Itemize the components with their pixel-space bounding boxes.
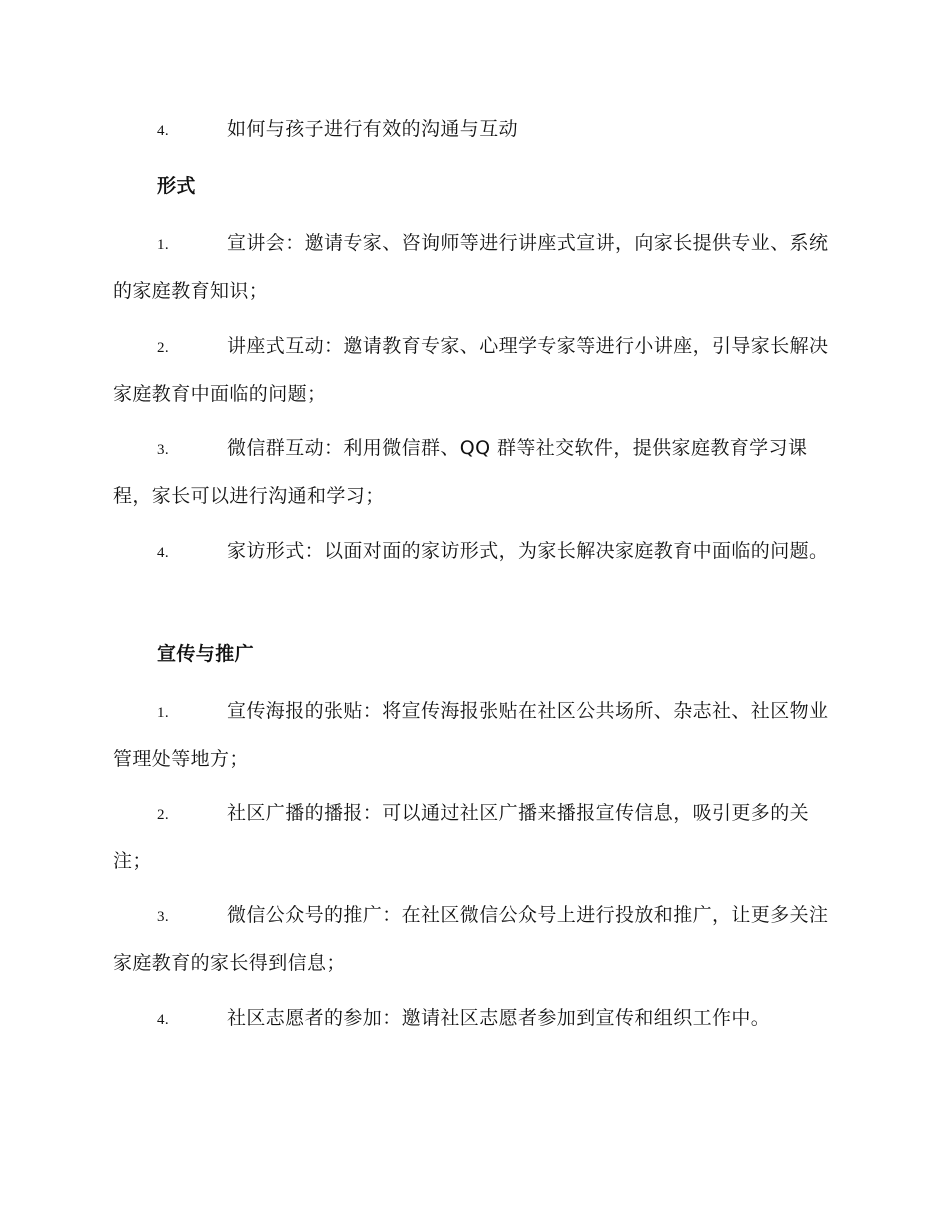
- list-number: 2.: [157, 807, 170, 823]
- list-text: 家访形式：以面对面的家访形式，为家长解决家庭教育中面临的问题。: [227, 540, 829, 562]
- list-text: 微信公众号的推广：在社区微信公众号上进行投放和推广，让更多关注家庭教育的家长得到信息；: [113, 904, 829, 974]
- list-text: 社区广播的播报：可以通过社区广播来播报宣传信息，吸引更多的关注；: [113, 802, 810, 872]
- list-number: 4.: [157, 1012, 170, 1028]
- list-number: 1.: [157, 237, 170, 253]
- list-item: [113, 688, 835, 782]
- list-item: [113, 892, 835, 986]
- list-item: [113, 528, 835, 576]
- list-number: 1.: [157, 705, 170, 721]
- list-number: 4.: [157, 123, 170, 139]
- list-number: 3.: [157, 442, 170, 458]
- list-text: 宣传海报的张贴：将宣传海报张贴在社区公共场所、杂志社、社区物业管理处等地方；: [113, 700, 829, 770]
- list-number: 2.: [157, 340, 170, 356]
- list-text: 宣讲会：邀请专家、咨询师等进行讲座式宣讲，向家长提供专业、系统的家庭教育知识；: [113, 232, 829, 302]
- list-text: 微信群互动：利用微信群、QQ 群等社交软件，提供家庭教育学习课程，家长可以进行沟通和学习；: [113, 437, 808, 507]
- list-number: 3.: [157, 909, 170, 925]
- list-text: 社区志愿者的参加：邀请社区志愿者参加到宣传和组织工作中。: [227, 1007, 771, 1029]
- list-number: 4.: [157, 545, 170, 561]
- list-item: [113, 106, 835, 154]
- list-item: [113, 220, 835, 314]
- list-item: [113, 323, 835, 417]
- section-heading-format: 形式: [157, 175, 196, 197]
- section-heading-promotion: 宣传与推广: [157, 643, 255, 665]
- list-text: 讲座式互动：邀请教育专家、心理学专家等进行小讲座，引导家长解决家庭教育中面临的问题；: [113, 335, 829, 405]
- list-text: 如何与孩子进行有效的沟通与互动: [227, 118, 519, 140]
- list-item: [113, 425, 835, 519]
- list-item: [113, 790, 835, 884]
- list-item: [113, 995, 835, 1043]
